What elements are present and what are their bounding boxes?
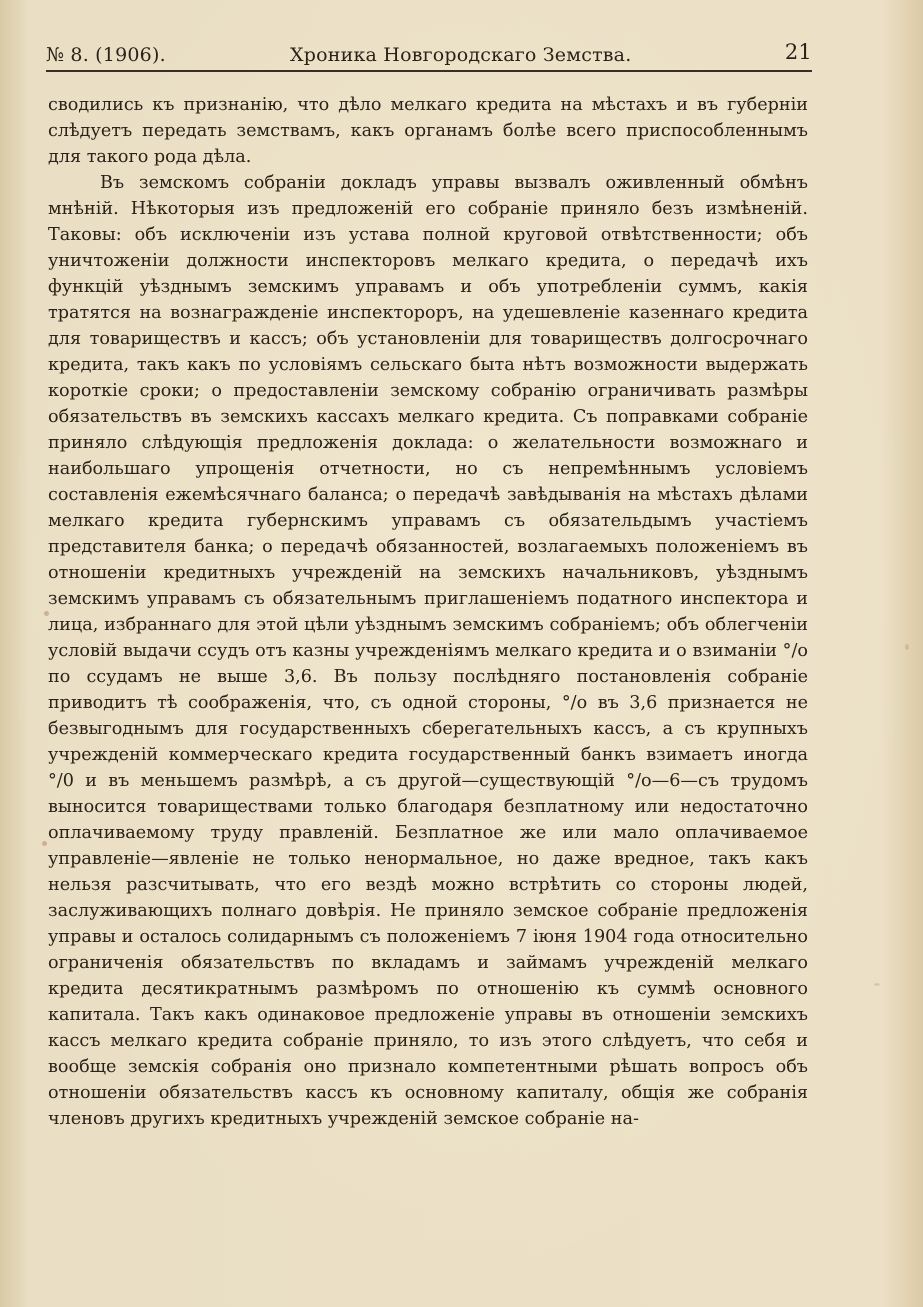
issue-number: № 8. (1906). [46,44,166,66]
paper-blemish [44,611,49,616]
paper-blemish [874,983,880,986]
paragraph-continuation: сводились къ признанію, что дѣло мелкаго кредита на мѣстахъ и въ губерніи слѣдуетъ передать земствамъ, какъ органамъ болѣе всего приспособленнымъ для такого рода дѣла. [48,95,808,167]
header-rule [46,70,812,72]
paper-blemish [905,644,909,650]
body-text [48,92,808,1132]
page-number: 21 [784,40,812,64]
page-header [46,38,812,68]
journal-title: Хроника Новгородскаго Земства. [290,44,632,66]
paper-blemish [42,841,47,846]
paragraph-zemstvo-assembly: Въ земскомъ собраніи докладъ управы вызвалъ оживленный обмѣнъ мнѣній. Нѣкоторыя изъ предложеній его собраніе приняло безъ измѣненій. Таковы: объ исключеніи изъ устава полной круговой отвѣтственности; объ уничтоженіи должности инспекторовъ мелкаго кредита, о передачѣ ихъ функцій уѣзднымъ земскимъ управамъ и объ употребленіи суммъ, какія тратятся на вознагражденіе инспектороръ, на удешевленіе казеннаго кредита для товариществъ и кассъ; объ установленіи для товариществъ долгосрочнаго кредита, такъ какъ по условіямъ сельскаго быта нѣтъ возможности выдержать короткіе сроки; о предоставленіи земскому собранію ограничивать размѣры обязательствъ въ земскихъ кассахъ мелкаго кредита. Съ поправками собраніе приняло слѣдующія предложенія доклада: о желательности возможнаго и наибольшаго упрощенія отчетности, но съ непремѣннымъ условіемъ составленія ежемѣсячнаго баланса; о передачѣ завѣдыванія на мѣстахъ дѣлами мелкаго кредита губернскимъ управамъ съ обязательдымъ участіемъ представителя банка; о передачѣ обязанностей, возлагаемыхъ положеніемъ въ отношеніи кредитныхъ учрежденій на земскихъ начальниковъ, уѣзднымъ земскимъ управамъ съ обязательнымъ приглашеніемъ податного инспектора и лица, избраннаго для этой цѣли уѣзднымъ земскимъ собраніемъ; объ облегченіи условій выдачи ссудъ отъ казны учрежденіямъ мелкаго кредита и о взиманіи °/о по ссудамъ не выше 3,6. Въ пользу послѣдняго постановленія собраніе приводитъ тѣ соображенія, что, съ одной стороны, °/о въ 3,6 признается не безвыгоднымъ для государственныхъ сберегательныхъ кассъ, а съ крупныхъ учрежденій коммерческаго кредита государственный банкъ взимаетъ иногда °/0 и въ меньшемъ размѣрѣ, а съ другой—существующій °/о—6—съ трудомъ выносится товариществами только благодаря безплатному или недостаточно оплачиваемому труду правленій. Безплатное же или мало оплачиваемое управленіе—явленіе не только ненормальное, но даже вредное, такъ какъ нельзя разсчитывать, что его вездѣ можно встрѣтить со стороны людей, заслуживающихъ полнаго довѣрія. Не приняло земское собраніе предложенія управы и осталось солидарнымъ съ положеніемъ 7 іюня 1904 года относительно ограниченія обязательствъ по вкладамъ и займамъ учрежденій мелкаго кредита десятикратнымъ размѣромъ по отношенію къ суммѣ основного капитала. Такъ какъ одинаковое предложеніе управы въ отношеніи земскихъ кассъ мелкаго кредита собраніе приняло, то изъ этого слѣдуетъ, что себя и вообще земскія собранія оно признало компетентными рѣшать вопросъ объ отношеніи обязательствъ кассъ къ основному капиталу, общія же собранія членовъ другихъ кредитныхъ учрежденій земское собраніе на- [48,173,808,1129]
